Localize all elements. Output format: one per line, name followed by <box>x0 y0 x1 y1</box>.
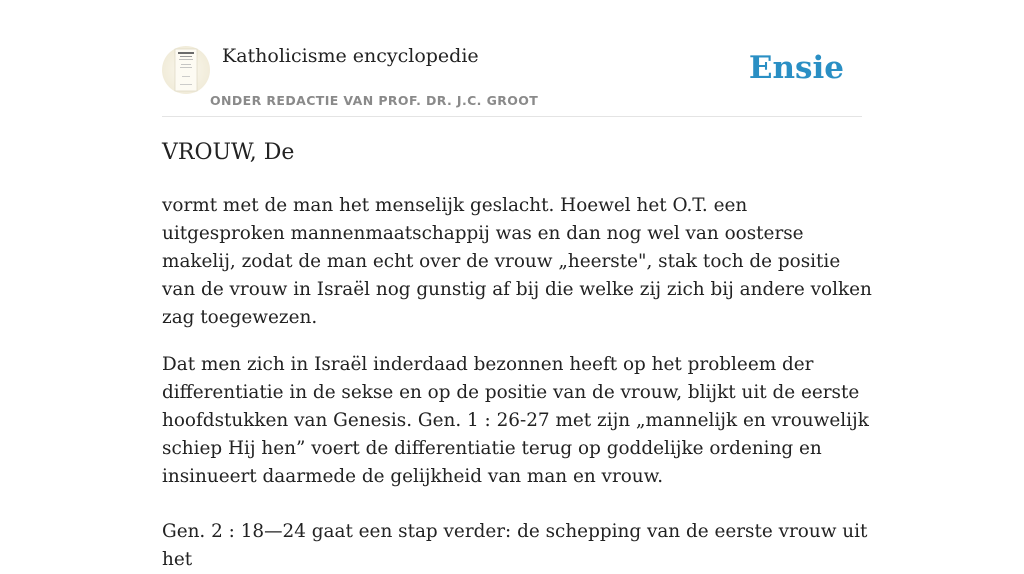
editor-credit: ONDER REDACTIE VAN PROF. DR. J.C. GROOT <box>210 93 539 108</box>
article-paragraph: Dat men zich in Israël inderdaad bezonnen heeft op het probleem der differentiatie in de sekse en op de positie van de vrouw, blijkt uit de eerste hoofdstukken van Genesis. Gen. 1 : 26-27 met zijn „mannelijk en vrouwelijk schiep Hij hen” voert de differentiatie terug op goddelijke ordening en insinueert daarmede de gelijkheid van man en vrouw. <box>162 354 869 487</box>
site-header <box>162 0 862 117</box>
article-paragraph: Gen. 2 : 18—24 gaat een stap verder: de schepping van de eerste vrouw uit het <box>162 521 868 570</box>
article-body <box>162 192 874 574</box>
encyclopedia-title[interactable]: Katholicisme encyclopedie <box>222 45 479 67</box>
brand-logo[interactable]: Ensie <box>748 50 844 86</box>
book-cover-icon[interactable] <box>162 46 210 94</box>
article-paragraph: vormt met de man het menselijk geslacht. Hoewel het O.T. een uitgesproken mannenmaatschappij was en dan nog wel van oosterse makelij, zodat de man echt over de vrouw „heerste", stak toch de positie van de vrouw in Israël nog gunstig af bij die welke zij zich bij andere volken zag toegewezen. <box>162 195 872 328</box>
article-title: VROUW, De <box>162 140 295 165</box>
